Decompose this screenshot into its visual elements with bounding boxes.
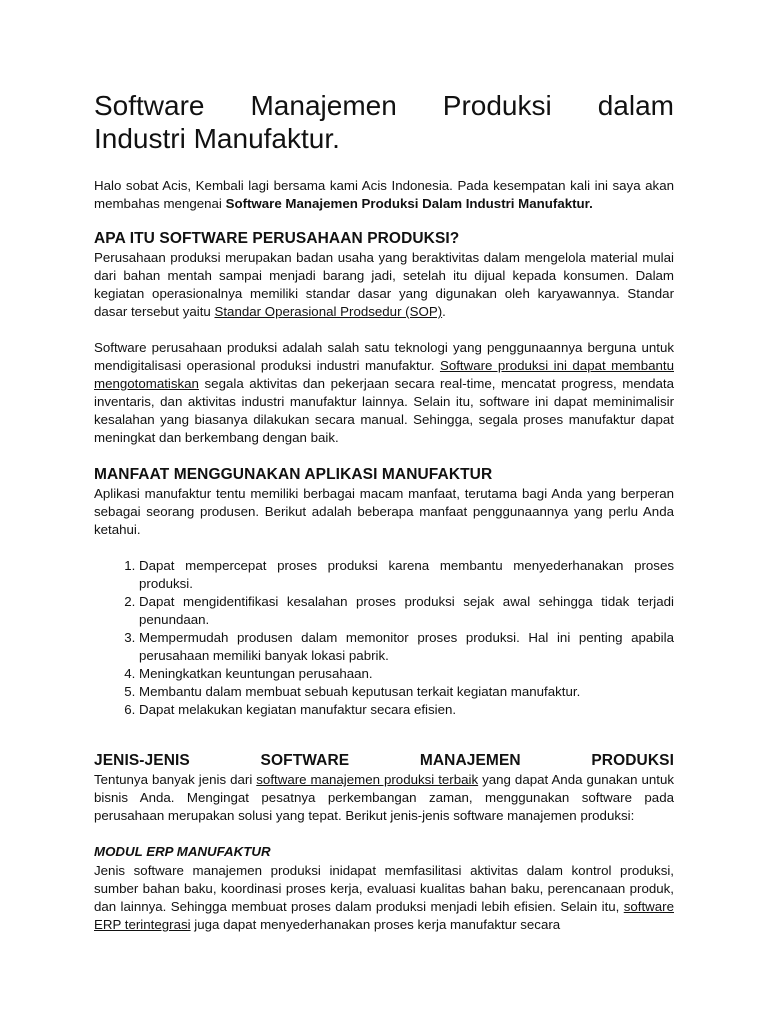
list-item: 6. Dapat melakukan kegiatan manufaktur secara efisien.	[139, 701, 674, 719]
section1-paragraph-1	[94, 249, 674, 321]
section3-paragraph-2	[94, 862, 674, 934]
benefits-list	[94, 557, 674, 719]
title-line-1	[94, 89, 674, 122]
list-item: 3. Mempermudah produsen dalam memonitor proses produksi. Hal ini penting apabila perusahaan memiliki banyak lokasi pabrik.	[139, 629, 674, 665]
list-item: 2. Dapat mengidentifikasi kesalahan proses produksi sejak awal sehingga tidak terjadi penundaan.	[139, 593, 674, 629]
heading-word: JENIS-JENIS	[94, 752, 190, 769]
section-heading-benefits: MANFAAT MENGGUNAKAN APLIKASI MANUFAKTUR	[94, 466, 493, 483]
section3-paragraph-1	[94, 771, 674, 825]
automation-link[interactable]: Software produksi ini dapat membantu mengotomatiskan	[94, 358, 674, 391]
section3-p1-text: Tentunya banyak jenis dari	[94, 772, 257, 787]
section2-paragraph: Aplikasi manufaktur tentu memiliki berbagai macam manfaat, terutama bagi Anda yang berperan sebagai seorang produsen. Berikut adalah beberapa manfaat penggunaannya yang perlu Anda ketahui.	[94, 486, 674, 537]
erp-link[interactable]: software ERP terintegrasi	[94, 899, 674, 932]
section1-p1-text: Perusahaan produksi merupakan badan usaha yang beraktivitas dalam mengelola material mulai dari bahan mentah sampai menjadi barang jadi, setelah itu dijual kepada konsumen. Dalam kegiatan operasionalnya memiliki standar dasar yang digunakan oleh karyawannya. Standar dasar tersebut yaitu	[94, 250, 674, 319]
heading-word: PRODUKSI	[591, 752, 674, 769]
heading-word: SOFTWARE	[260, 752, 350, 769]
section1-paragraph-2	[94, 339, 674, 447]
intro-bold-text: Software Manajemen Produksi Dalam Industri Manufaktur.	[225, 196, 593, 211]
heading-word: MANAJEMEN	[419, 752, 521, 769]
section3-p2-end: juga dapat menyederhanakan proses kerja manufaktur secara	[190, 917, 561, 932]
title-word: dalam	[597, 90, 674, 121]
section3-p2-text: Jenis software manajemen produksi inidapat memfasilitasi aktivitas dalam kontrol produksi, sumber bahan baku, koordinasi proses kerja, evaluasi kualitas bahan baku, perencanaan produk, dan lainnya. Sehingga membuat proses dalam produksi menjadi lebih efisien. Selain itu,	[94, 863, 674, 914]
title-line-2: Industri Manufaktur.	[94, 123, 340, 154]
list-item: 5. Membantu dalam membuat sebuah keputusan terkait kegiatan manufaktur.	[139, 683, 674, 701]
list-item: 1. Dapat mempercepat proses produksi karena membantu menyederhanakan proses produksi.	[139, 557, 674, 593]
section1-p2-text: Software perusahaan produksi adalah salah satu teknologi yang penggunaannya berguna untuk mendigitalisasi operasional produksi industri manufaktur.	[94, 340, 674, 373]
intro-text: Halo sobat Acis, Kembali lagi bersama kami Acis Indonesia. Pada kesempatan kali ini saya akan membahas mengenai	[94, 178, 674, 211]
title-word: Manajemen	[250, 90, 397, 121]
section1-p1-end: .	[442, 304, 446, 319]
sub-heading-erp: MODUL ERP MANUFAKTUR	[94, 844, 271, 859]
section1-p2-end: segala aktivitas dan pekerjaan secara real-time, mencatat progress, mendata inventaris, dan aktivitas industri manufaktur lainnya. Selain itu, software ini dapat meminimalisir kesalahan yang biasanya dilakukan secara manual. Sehingga, segala proses manufaktur dapat meningkat dan berkembang dengan baik.	[94, 376, 674, 445]
section3-p1-end: yang dapat Anda gunakan untuk bisnis Anda. Mengingat pesatnya perkembangan zaman, menggunakan software pada perusahaan merupakan solusi yang tepat. Berikut jenis-jenis software manajemen produksi:	[94, 772, 674, 823]
intro-paragraph	[94, 177, 674, 213]
section-heading-what-is: APA ITU SOFTWARE PERUSAHAAN PRODUKSI?	[94, 230, 460, 247]
list-item: 4. Meningkatkan keuntungan perusahaan.	[139, 665, 674, 683]
title-word: Software	[94, 90, 205, 121]
title-word: Produksi	[442, 90, 552, 121]
sop-link[interactable]: Standar Operasional Prodsedur (SOP)	[214, 304, 443, 319]
best-software-link[interactable]: software manajemen produksi terbaik	[256, 772, 479, 787]
page-title	[94, 89, 674, 155]
section-heading-types	[94, 751, 674, 770]
